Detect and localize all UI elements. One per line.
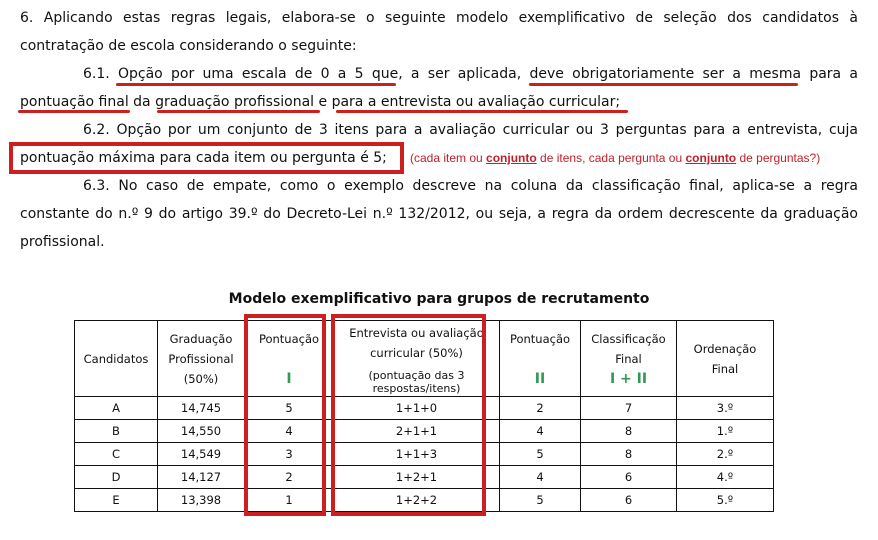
header-entrevista: Entrevista ou avaliação curricular (50%) (pontuação das 3 respostas/itens) <box>334 321 500 397</box>
item-6-2-line-2: pontuação máxima para cada item ou pergunta é 5; <box>20 150 387 166</box>
cell-ordenacao: 3.º <box>677 397 774 420</box>
cell-ordenacao: 5.º <box>677 489 774 512</box>
cell-pontuacao-ii: 5 <box>500 443 581 466</box>
item-6-1-seg-3: deve obrigatoriamente ser a mesma <box>529 66 802 82</box>
cell-candidato: E <box>75 489 158 512</box>
cell-graduacao: 14,127 <box>158 466 245 489</box>
cell-classificacao: 6 <box>581 466 677 489</box>
item-6-1-l2-seg-6: ; <box>615 94 621 110</box>
cell-pontuacao-i: 2 <box>245 466 334 489</box>
cell-pontuacao-ii: 5 <box>500 489 581 512</box>
item-6-3-line-1: 6.3. No caso de empate, como o exemplo descreve na coluna da classificação final, aplica-se a regra <box>83 178 858 194</box>
item-6-3-line-3: profissional. <box>20 234 105 250</box>
cell-pontuacao-i: 4 <box>245 420 334 443</box>
roman-i-label: I <box>286 370 292 387</box>
underline-escala <box>116 83 396 86</box>
header-pontuacao-i: Pontuação I <box>245 321 334 397</box>
note-conjunto-2: conjunto <box>685 151 737 165</box>
cell-pontuacao-i: 3 <box>245 443 334 466</box>
margin-note-question: (cada item ou conjunto de itens, cada pergunta ou conjunto de perguntas?) <box>410 151 821 165</box>
cell-entrevista: 1+2+1 <box>334 466 500 489</box>
cell-classificacao: 8 <box>581 443 677 466</box>
cell-pontuacao-ii: 4 <box>500 420 581 443</box>
item-6-1-seg-4: para a <box>801 66 858 82</box>
table-caption: Modelo exemplificativo para grupos de recrutamento <box>228 291 650 307</box>
item-6-1-line-1 <box>83 65 858 83</box>
cell-candidato: A <box>75 397 158 420</box>
paragraph-6-line-1: 6. Aplicando estas regras legais, elabora-se o seguinte modelo exemplificativo de seleção dos candidatos à <box>20 10 858 26</box>
cell-entrevista: 2+1+1 <box>334 420 500 443</box>
header-ordenacao: Ordenação Final <box>677 321 774 397</box>
cell-graduacao: 14,549 <box>158 443 245 466</box>
header-pontuacao-ii: Pontuação II <box>500 321 581 397</box>
underline-graduacao-profissional <box>157 110 320 113</box>
note-conjunto-1: conjunto <box>486 151 537 165</box>
item-6-1-l2-seg-4: e <box>314 94 332 110</box>
item-6-3-line-2: constante do n.º 9 do artigo 39.º do Decreto-Lei n.º 132/2012, ou seja, a regra da ordem decrescente da graduação <box>20 206 858 222</box>
cell-pontuacao-i: 5 <box>245 397 334 420</box>
item-6-1-seg-1: Opção por uma escala de 0 a 5 que <box>118 66 399 82</box>
item-6-1-l2-seg-3: graduação profissional <box>155 94 315 110</box>
item-6-1-l2-seg-5: para a entrevista ou avaliação curricular <box>331 94 616 110</box>
cell-candidato: D <box>75 466 158 489</box>
item-6-1-l2-seg-1: pontuação final <box>20 94 129 110</box>
highlight-box-pontuacao-maxima <box>9 142 404 174</box>
cell-ordenacao: 1.º <box>677 420 774 443</box>
cell-ordenacao: 4.º <box>677 466 774 489</box>
cell-candidato: C <box>75 443 158 466</box>
underline-entrevista <box>336 110 628 113</box>
roman-ii-label: II <box>534 370 546 387</box>
cell-graduacao: 14,550 <box>158 420 245 443</box>
cell-entrevista: 1+1+0 <box>334 397 500 420</box>
cell-entrevista: 1+1+3 <box>334 443 500 466</box>
cell-classificacao: 8 <box>581 420 677 443</box>
underline-deve-obrigatoriamente <box>529 83 798 86</box>
paragraph-6-line-2: contratação de escola considerando o seguinte: <box>20 38 357 54</box>
cell-pontuacao-ii: 2 <box>500 397 581 420</box>
item-6-1-prefix: 6.1. <box>83 66 118 82</box>
cell-candidato: B <box>75 420 158 443</box>
highlight-box-entrevista-column <box>331 314 486 516</box>
header-graduacao: Graduação Profissional (50%) <box>158 321 245 397</box>
underline-pontuacao-final <box>18 110 130 113</box>
roman-i-plus-ii-label: I + II <box>609 370 648 387</box>
item-6-2-line-1: 6.2. Opção por um conjunto de 3 itens para a avaliação curricular ou 3 perguntas para a entrevista, cuja <box>83 122 858 138</box>
highlight-box-pontuacao-column <box>244 314 326 516</box>
item-6-1-line-2 <box>20 93 620 111</box>
header-candidatos: Candidatos <box>75 321 158 397</box>
cell-graduacao: 14,745 <box>158 397 245 420</box>
cell-entrevista: 1+2+2 <box>334 489 500 512</box>
cell-classificacao: 7 <box>581 397 677 420</box>
cell-classificacao: 6 <box>581 489 677 512</box>
item-6-1-seg-2: , a ser aplicada, <box>398 66 530 82</box>
cell-graduacao: 13,398 <box>158 489 245 512</box>
cell-ordenacao: 2.º <box>677 443 774 466</box>
cell-pontuacao-i: 1 <box>245 489 334 512</box>
header-classificacao: Classificação Final I + II <box>581 321 677 397</box>
item-6-1-l2-seg-2: da <box>128 94 156 110</box>
cell-pontuacao-ii: 4 <box>500 466 581 489</box>
